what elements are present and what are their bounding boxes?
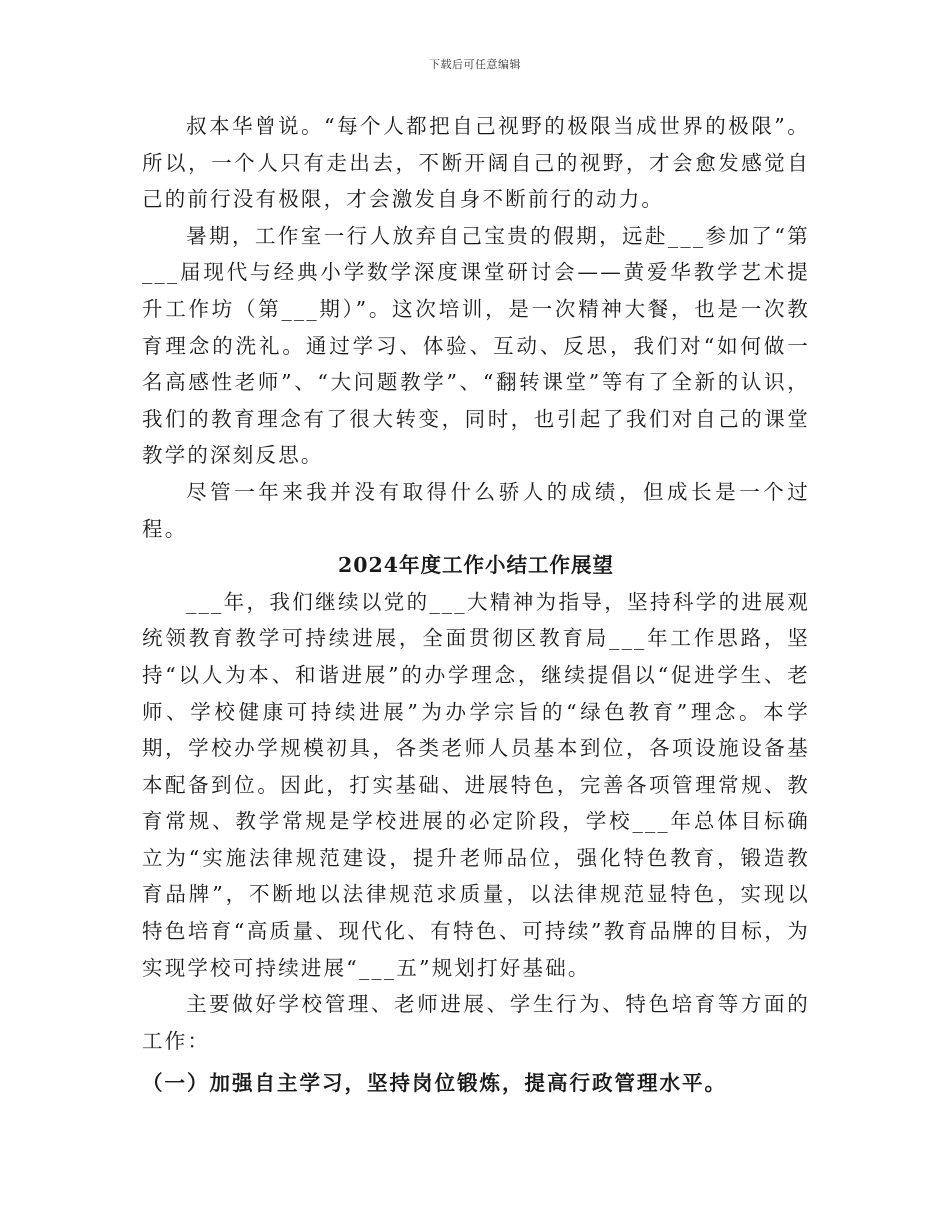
paragraph: 暑期，工作室一行人放弃自己宝贵的假期，远赴___参加了“第___届现代与经典小学数学深度课堂研讨会——黄爱华教学艺术提升工作坊（第___期）”。这次培训，是一次精神大餐，也是一次教育理念的洗礼。通过学习、体验、互动、反思，我们对“如何做一名高感性老师”、“大问题教学”、“翻转课堂”等有了全新的认识，我们的教育理念有了很大转变，同时，也引起了我们对自己的课堂教学的深刻反思。 bbox=[142, 223, 810, 468]
document-body bbox=[142, 108, 810, 1102]
page-header: 下载后可任意编辑 bbox=[429, 58, 521, 71]
paragraph: 尽管一年来我并没有取得什么骄人的成绩，但成长是一个过程。 bbox=[142, 479, 810, 541]
paragraph: 主要做好学校管理、老师进展、学生行为、特色培育等方面的工作： bbox=[142, 992, 810, 1053]
paragraph: ___年，我们继续以党的___大精神为指导，坚持科学的进展观统领教育教学可持续进展，全面贯彻区教育局___年工作思路，坚持“以人为本、和谐进展”的办学理念，继续提倡以“促进学生、老师、学校健康可持续进展”为办学宗旨的“绿色教育”理念。本学期，学校办学规模初具，各类老师人员基本到位，各项设施设备基本配备到位。因此，打实基础、进展特色，完善各项管理常规、教育常规、教学常规是学校进展的必定阶段，学校___年总体目标确立为“实施法律规范建设，提升老师品位，强化特色教育，锻造教育品牌”，不断地以法律规范求质量，以法律规范显特色，实现以特色培育“高质量、现代化、有特色、可持续”教育品牌的目标，为实现学校可持续进展“___五”规划打好基础。 bbox=[142, 589, 810, 980]
paragraph: 叔本华曾说。“每个人都把自己视野的极限当成世界的极限”。所以，一个人只有走出去，不断开阔自己的视野，才会愈发感觉自己的前行没有极限，才会激发自身不断前行的动力。 bbox=[142, 114, 810, 212]
section-title: 2024年度工作小结工作展望 bbox=[337, 553, 615, 578]
subheading: （一）加强自主学习，坚持岗位锻炼，提高行政管理水平。 bbox=[142, 1071, 727, 1096]
